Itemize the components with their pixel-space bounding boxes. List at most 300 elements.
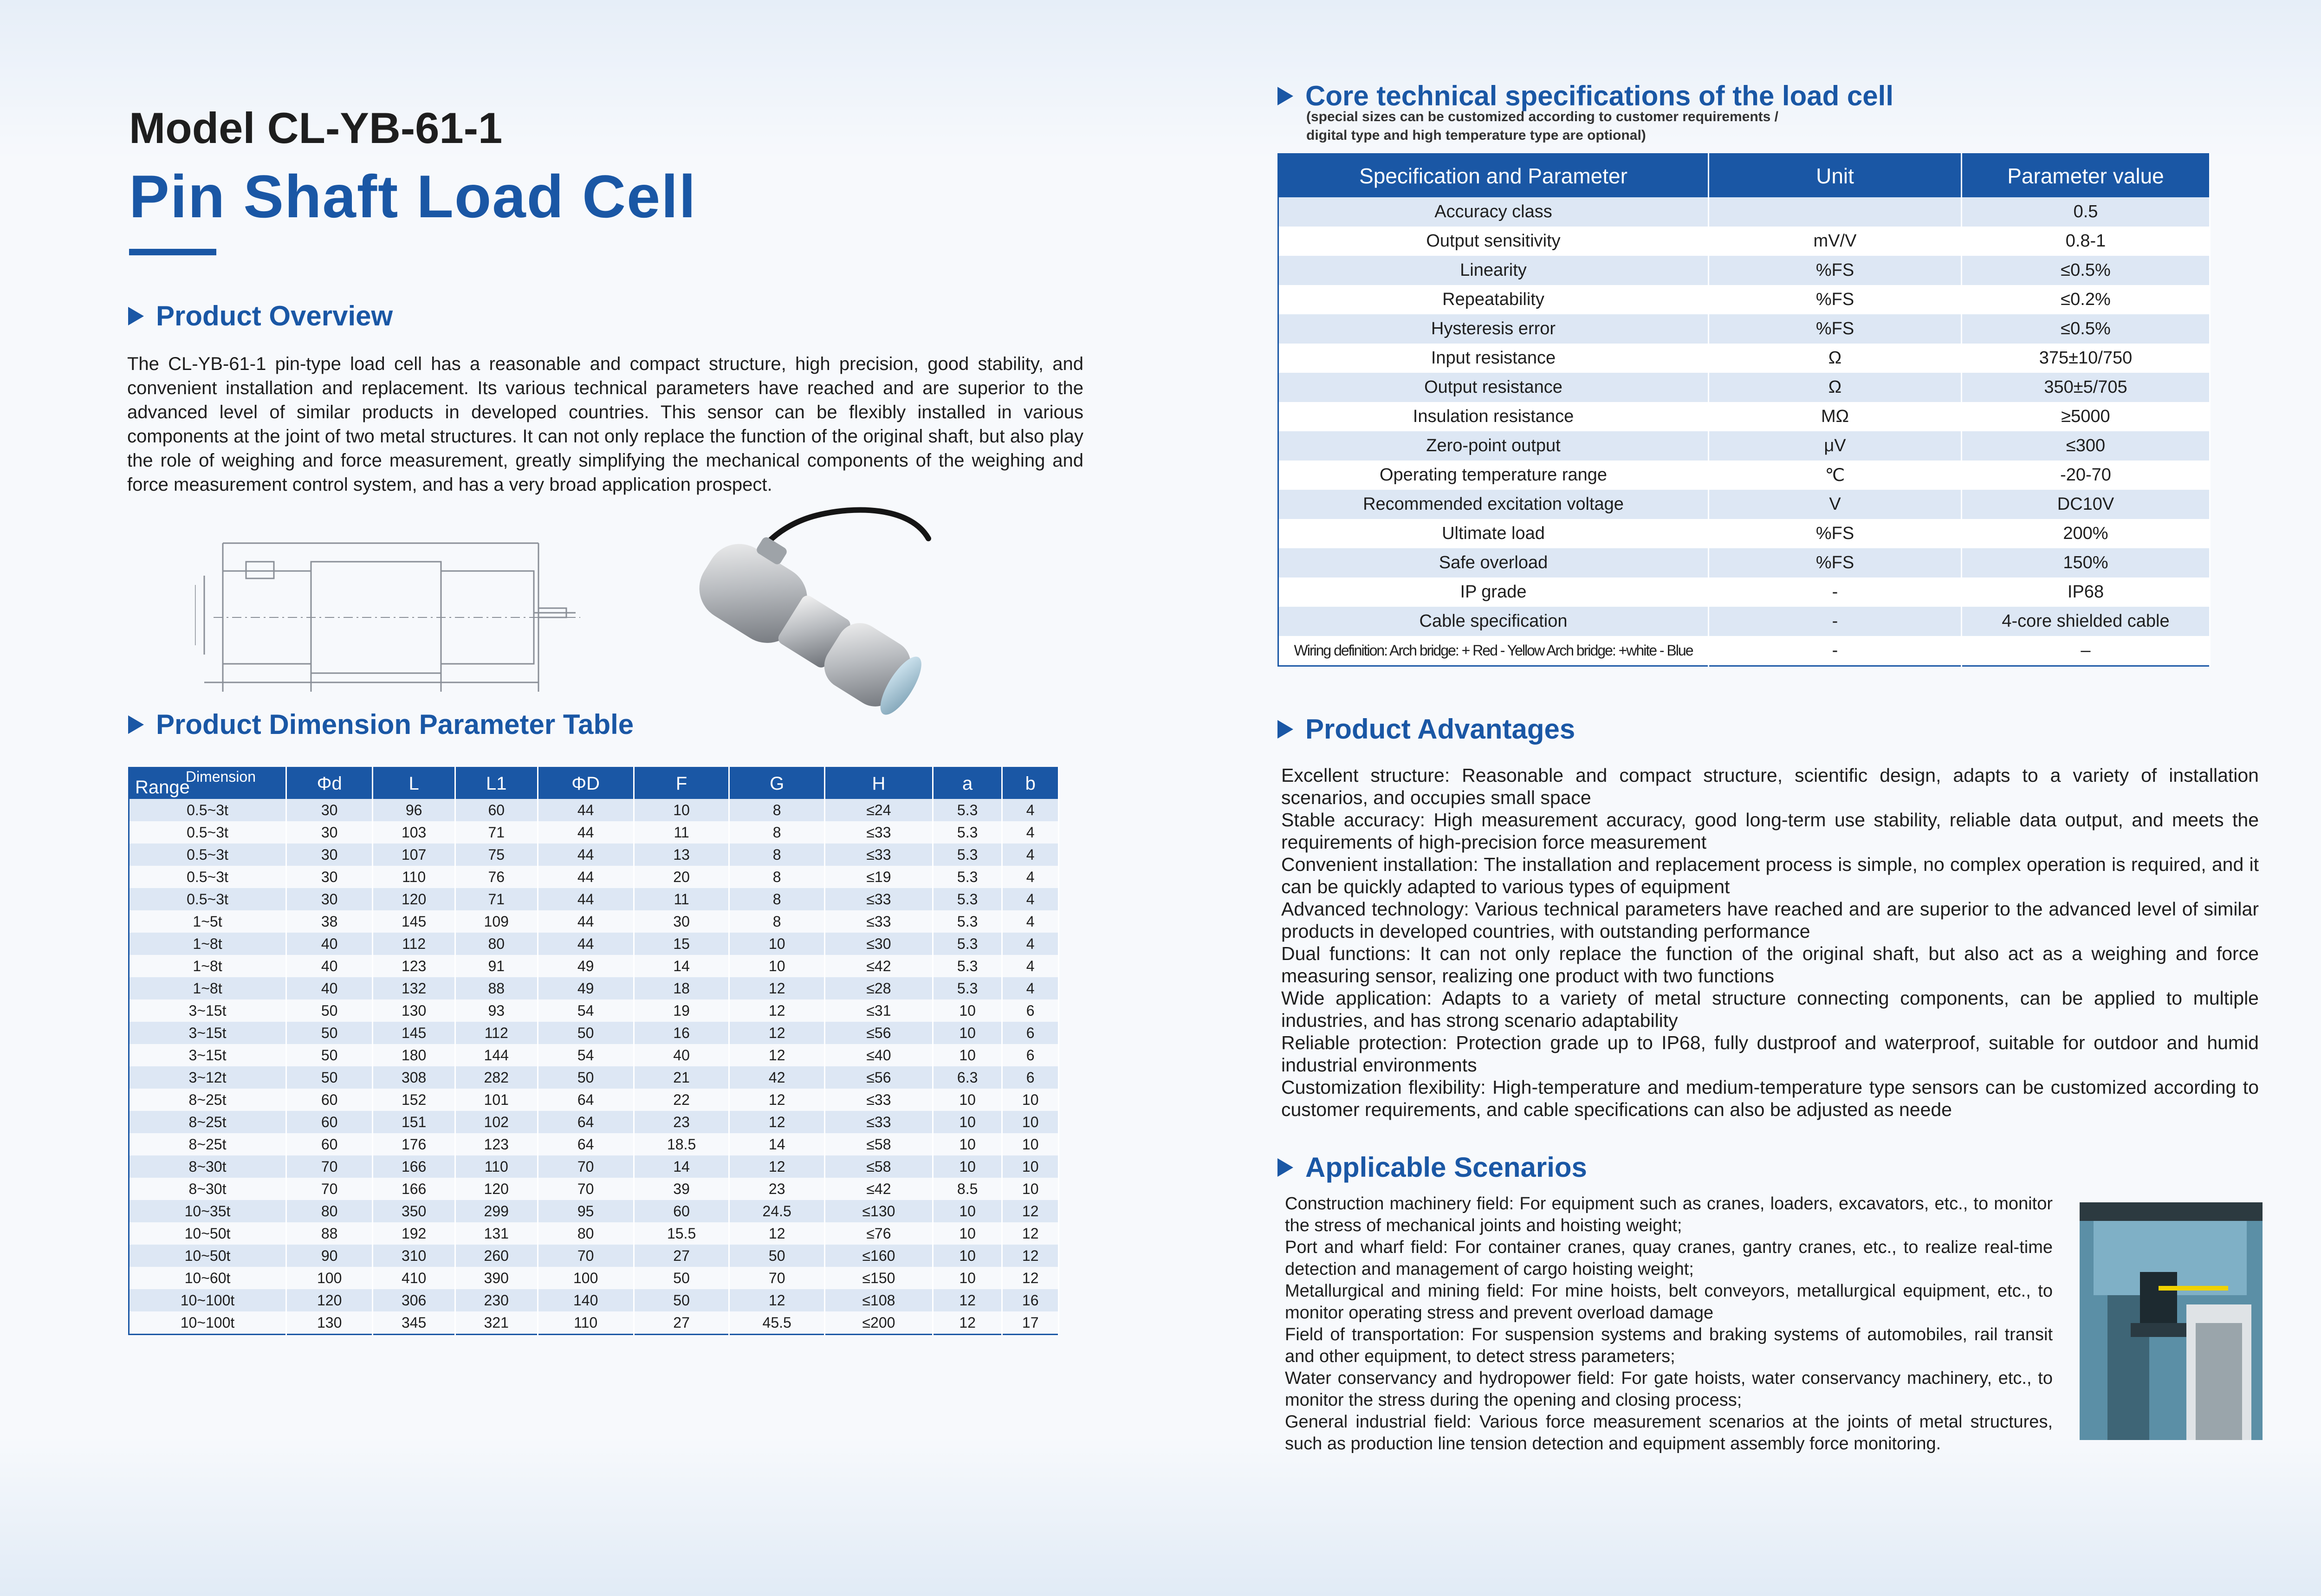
table-row — [129, 1044, 1059, 1066]
table-cell: ≤0.2% — [1962, 285, 2210, 314]
table-cell: 44 — [538, 843, 634, 866]
table-cell: 49 — [538, 955, 634, 977]
table-cell: ≤24 — [824, 799, 933, 821]
table-cell: 4 — [1002, 888, 1059, 910]
table-cell: Cable specification — [1278, 607, 1709, 636]
table-cell: ≤42 — [824, 955, 933, 977]
table-cell: – — [1962, 636, 2210, 666]
table-row — [129, 799, 1059, 821]
column-header: a — [933, 768, 1002, 799]
table-cell: 152 — [373, 1089, 455, 1111]
table-cell: Output resistance — [1278, 373, 1709, 402]
list-item: Customization flexibility: High-temperature and medium-temperature type sensors can be customized according to customer requirements, and cable specifications can also be adjusted as neede — [1281, 1077, 2259, 1120]
overview-heading-text: Product Overview — [156, 300, 393, 331]
table-cell: 10 — [933, 1267, 1002, 1289]
table-cell: 50 — [286, 1066, 373, 1089]
table-row — [129, 910, 1059, 933]
table-cell: ≤58 — [824, 1133, 933, 1155]
table-cell: 10 — [933, 1222, 1002, 1245]
table-cell: 10 — [1002, 1155, 1059, 1178]
table-row — [129, 933, 1059, 955]
table-cell: 70 — [729, 1267, 825, 1289]
specs-table — [1277, 153, 2211, 667]
table-cell: 1~8t — [129, 933, 286, 955]
table-cell: 110 — [455, 1155, 538, 1178]
table-cell: 71 — [455, 888, 538, 910]
table-cell: Recommended excitation voltage — [1278, 490, 1709, 519]
table-cell: 18.5 — [634, 1133, 729, 1155]
table-cell: 310 — [373, 1245, 455, 1267]
table-cell: ≤56 — [824, 1022, 933, 1044]
table-cell: 5.3 — [933, 955, 1002, 977]
table-cell: 176 — [373, 1133, 455, 1155]
table-cell: 260 — [455, 1245, 538, 1267]
table-cell: 345 — [373, 1311, 455, 1335]
table-cell: 8.5 — [933, 1178, 1002, 1200]
table-cell: 13 — [634, 843, 729, 866]
table-cell: μV — [1709, 431, 1962, 461]
table-cell: 60 — [455, 799, 538, 821]
table-row — [1278, 314, 2210, 344]
table-row — [1278, 285, 2210, 314]
table-cell: 21 — [634, 1066, 729, 1089]
table-cell: 3~15t — [129, 1022, 286, 1044]
table-cell: 10~100t — [129, 1289, 286, 1311]
table-row — [1278, 636, 2210, 666]
table-cell: ≤160 — [824, 1245, 933, 1267]
list-item: Construction machinery field: For equipment such as cranes, loaders, excavators, etc., to monitor the stress of mechanical joints and hoisting weight; — [1285, 1194, 2053, 1235]
table-cell: 107 — [373, 843, 455, 866]
table-row — [1278, 373, 2210, 402]
table-cell: Repeatability — [1278, 285, 1709, 314]
table-cell: 49 — [538, 977, 634, 999]
table-cell: 166 — [373, 1178, 455, 1200]
page-title: Pin Shaft Load Cell — [129, 162, 697, 230]
table-cell: 50 — [634, 1267, 729, 1289]
overview-heading — [128, 300, 393, 332]
table-cell: 23 — [729, 1178, 825, 1200]
list-item: Port and wharf field: For container cranes, quay cranes, gantry cranes, etc., to realize real-time detection and management of cargo hoisting weight; — [1285, 1238, 2053, 1279]
table-cell: 11 — [634, 821, 729, 843]
table-row — [129, 977, 1059, 999]
table-cell: ≤0.5% — [1962, 314, 2210, 344]
table-cell: 22 — [634, 1089, 729, 1111]
table-cell: 44 — [538, 799, 634, 821]
table-cell: Operating temperature range — [1278, 461, 1709, 490]
table-cell: 10~60t — [129, 1267, 286, 1289]
list-item: Convenient installation: The installation and replacement process is simple, no complex operation is required, and it can be quickly adapted to various types of equipment — [1281, 854, 2259, 897]
table-cell: 39 — [634, 1178, 729, 1200]
table-cell: 38 — [286, 910, 373, 933]
table-cell: 140 — [538, 1289, 634, 1311]
table-cell: 0.8-1 — [1962, 227, 2210, 256]
table-cell: 50 — [634, 1289, 729, 1311]
table-cell: ≤0.5% — [1962, 256, 2210, 285]
table-cell: 44 — [538, 910, 634, 933]
table-cell: MΩ — [1709, 402, 1962, 431]
table-cell: ≤33 — [824, 1111, 933, 1133]
table-cell: 0.5 — [1962, 197, 2210, 227]
table-cell: ≤130 — [824, 1200, 933, 1222]
table-cell: 4 — [1002, 933, 1059, 955]
table-cell: Accuracy class — [1278, 197, 1709, 227]
list-item: General industrial field: Various force measurement scenarios at the joints of metal structures, such as production line tension detection and equipment assembly force monitoring. — [1285, 1412, 2053, 1453]
table-cell: 64 — [538, 1089, 634, 1111]
table-cell: 1~8t — [129, 977, 286, 999]
table-row — [129, 888, 1059, 910]
specs-header-row — [1278, 154, 2210, 198]
table-cell: 120 — [455, 1178, 538, 1200]
table-cell: 27 — [634, 1311, 729, 1335]
table-cell: 4 — [1002, 910, 1059, 933]
table-cell: 10 — [1002, 1089, 1059, 1111]
scenarios-list — [1285, 1193, 2053, 1455]
table-cell: 144 — [455, 1044, 538, 1066]
triangle-bullet-icon — [1277, 720, 1293, 739]
table-cell: Input resistance — [1278, 344, 1709, 373]
table-row — [1278, 431, 2210, 461]
range-label: Range — [135, 777, 190, 798]
table-cell: ≤76 — [824, 1222, 933, 1245]
table-cell: 306 — [373, 1289, 455, 1311]
table-cell: 11 — [634, 888, 729, 910]
table-cell: DC10V — [1962, 490, 2210, 519]
table-cell: 44 — [538, 888, 634, 910]
table-cell: 5.3 — [933, 977, 1002, 999]
table-cell: 145 — [373, 910, 455, 933]
table-cell: 1~5t — [129, 910, 286, 933]
table-cell: 4 — [1002, 821, 1059, 843]
table-cell: IP grade — [1278, 577, 1709, 607]
table-cell: ≥5000 — [1962, 402, 2210, 431]
table-cell: 100 — [286, 1267, 373, 1289]
table-cell: 12 — [729, 999, 825, 1022]
table-cell: 54 — [538, 1044, 634, 1066]
table-cell: 64 — [538, 1133, 634, 1155]
table-cell: 70 — [286, 1155, 373, 1178]
table-cell: 8 — [729, 843, 825, 866]
list-item: Excellent structure: Reasonable and compact structure, scientific design, adapts to a variety of installation scenarios, and occupies small space — [1281, 765, 2259, 808]
list-item: Reliable protection: Protection grade up to IP68, fully dustproof and waterproof, suitable for outdoor and humid industrial environments — [1281, 1032, 2259, 1076]
load-cell-photo — [668, 497, 966, 738]
table-row — [129, 1222, 1059, 1245]
specs-heading-text: Core technical specifications of the load cell — [1305, 80, 1894, 111]
table-row — [129, 1111, 1059, 1133]
table-row — [129, 1245, 1059, 1267]
table-cell: 10 — [729, 955, 825, 977]
table-cell: 70 — [286, 1178, 373, 1200]
application-photo — [2080, 1202, 2263, 1440]
table-cell: 30 — [634, 910, 729, 933]
table-row — [129, 843, 1059, 866]
table-row — [1278, 344, 2210, 373]
list-item: Water conservancy and hydropower field: For gate hoists, water conservancy machinery, etc., to monitor the stress during the opening and closing process; — [1285, 1369, 2053, 1410]
table-cell: 100 — [538, 1267, 634, 1289]
column-header: G — [729, 768, 825, 799]
table-cell: 10 — [933, 1022, 1002, 1044]
table-cell: Zero-point output — [1278, 431, 1709, 461]
table-cell: 14 — [729, 1133, 825, 1155]
table-cell: 16 — [1002, 1289, 1059, 1311]
table-cell: 44 — [538, 933, 634, 955]
table-cell: 5.3 — [933, 799, 1002, 821]
table-cell: 123 — [455, 1133, 538, 1155]
table-row — [1278, 227, 2210, 256]
table-cell: 10 — [933, 1111, 1002, 1133]
table-row — [1278, 577, 2210, 607]
table-cell: 132 — [373, 977, 455, 999]
table-cell: 12 — [933, 1289, 1002, 1311]
table-cell: 5.3 — [933, 843, 1002, 866]
table-cell: 14 — [634, 1155, 729, 1178]
table-cell: 5.3 — [933, 888, 1002, 910]
table-cell: 30 — [286, 888, 373, 910]
table-cell: ≤30 — [824, 933, 933, 955]
list-item: Metallurgical and mining field: For mine hoists, belt conveyors, metallurgical equipment, etc., to monitor operating stress and prevent overload damage — [1285, 1281, 2053, 1323]
table-cell: Wiring definition: Arch bridge: + Red - Yellow Arch bridge: +white - Blue — [1278, 636, 1709, 666]
table-cell: 27 — [634, 1245, 729, 1267]
table-cell: 308 — [373, 1066, 455, 1089]
table-cell: 50 — [729, 1245, 825, 1267]
table-cell: 299 — [455, 1200, 538, 1222]
table-cell: 50 — [538, 1066, 634, 1089]
table-row — [129, 866, 1059, 888]
table-cell: 4 — [1002, 955, 1059, 977]
table-cell: 109 — [455, 910, 538, 933]
table-cell: 12 — [729, 1111, 825, 1133]
table-row — [129, 1200, 1059, 1222]
column-header: b — [1002, 768, 1059, 799]
table-cell: 10 — [933, 999, 1002, 1022]
table-cell: 12 — [1002, 1200, 1059, 1222]
table-cell: 12 — [729, 1222, 825, 1245]
table-row — [1278, 607, 2210, 636]
table-cell: 166 — [373, 1155, 455, 1178]
table-cell: 88 — [455, 977, 538, 999]
table-cell: ≤150 — [824, 1267, 933, 1289]
scenarios-heading — [1277, 1151, 1587, 1183]
table-cell: 5.3 — [933, 910, 1002, 933]
table-cell: IP68 — [1962, 577, 2210, 607]
table-cell: 350 — [373, 1200, 455, 1222]
table-cell: Linearity — [1278, 256, 1709, 285]
table-cell: 120 — [373, 888, 455, 910]
table-cell: ≤40 — [824, 1044, 933, 1066]
table-cell — [1709, 197, 1962, 227]
table-cell: Ω — [1709, 344, 1962, 373]
table-cell: 10 — [933, 1133, 1002, 1155]
column-header: L — [373, 768, 455, 799]
table-cell: ≤42 — [824, 1178, 933, 1200]
model-number: Model CL-YB-61-1 — [129, 104, 503, 152]
table-cell: 60 — [634, 1200, 729, 1222]
table-cell: 60 — [286, 1133, 373, 1155]
table-row — [1278, 490, 2210, 519]
table-row — [129, 1066, 1059, 1089]
table-cell: 0.5~3t — [129, 843, 286, 866]
table-cell: 60 — [286, 1089, 373, 1111]
table-cell: 20 — [634, 866, 729, 888]
table-cell: 70 — [538, 1245, 634, 1267]
table-cell: 130 — [373, 999, 455, 1022]
specs-table-body — [1278, 197, 2210, 666]
table-cell: 103 — [373, 821, 455, 843]
table-row — [129, 999, 1059, 1022]
table-cell: ≤108 — [824, 1289, 933, 1311]
column-header: H — [824, 768, 933, 799]
table-cell: 10 — [1002, 1133, 1059, 1155]
table-cell: V — [1709, 490, 1962, 519]
table-cell: ≤33 — [824, 910, 933, 933]
table-cell: 15.5 — [634, 1222, 729, 1245]
table-cell: 8~30t — [129, 1178, 286, 1200]
table-cell: 112 — [455, 1022, 538, 1044]
table-cell: 64 — [538, 1111, 634, 1133]
table-cell: 30 — [286, 843, 373, 866]
table-cell: 30 — [286, 799, 373, 821]
table-row — [129, 821, 1059, 843]
table-cell: 101 — [455, 1089, 538, 1111]
specs-note-line: digital type and high temperature type are optional) — [1306, 128, 1646, 143]
table-cell: Insulation resistance — [1278, 402, 1709, 431]
table-row — [129, 1089, 1059, 1111]
table-cell: ℃ — [1709, 461, 1962, 490]
table-cell: 10~50t — [129, 1222, 286, 1245]
table-cell: ≤58 — [824, 1155, 933, 1178]
table-cell: 15 — [634, 933, 729, 955]
column-header: Parameter value — [1962, 154, 2210, 198]
triangle-bullet-icon — [128, 307, 144, 325]
table-cell: 40 — [634, 1044, 729, 1066]
advantages-list — [1281, 764, 2259, 1121]
table-cell: 4-core shielded cable — [1962, 607, 2210, 636]
list-item: Wide application: Adapts to a variety of metal structure connecting components, can be applied to multiple industries, and has strong scenario adaptability — [1281, 987, 2259, 1031]
table-cell: %FS — [1709, 285, 1962, 314]
table-cell: 12 — [729, 1044, 825, 1066]
dimension-table-body — [129, 799, 1059, 1335]
table-cell: 14 — [634, 955, 729, 977]
table-cell: 12 — [933, 1311, 1002, 1335]
column-header: Φd — [286, 768, 373, 799]
table-cell: -20-70 — [1962, 461, 2210, 490]
table-cell: Safe overload — [1278, 548, 1709, 577]
table-cell: ≤33 — [824, 843, 933, 866]
column-header: F — [634, 768, 729, 799]
table-cell: 40 — [286, 933, 373, 955]
table-cell: ≤56 — [824, 1066, 933, 1089]
table-cell: 112 — [373, 933, 455, 955]
table-cell: mV/V — [1709, 227, 1962, 256]
table-cell: %FS — [1709, 256, 1962, 285]
table-cell: 40 — [286, 977, 373, 999]
table-cell: 4 — [1002, 799, 1059, 821]
table-cell: Hysteresis error — [1278, 314, 1709, 344]
table-row — [1278, 256, 2210, 285]
table-cell: 44 — [538, 866, 634, 888]
table-cell: 71 — [455, 821, 538, 843]
table-cell: 180 — [373, 1044, 455, 1066]
table-cell: 282 — [455, 1066, 538, 1089]
table-cell: 10~100t — [129, 1311, 286, 1335]
table-cell: - — [1709, 577, 1962, 607]
table-cell: 12 — [1002, 1267, 1059, 1289]
table-row — [129, 1289, 1059, 1311]
dimension-table — [128, 767, 1059, 1335]
table-cell: 120 — [286, 1289, 373, 1311]
table-cell: 130 — [286, 1311, 373, 1335]
table-cell: 19 — [634, 999, 729, 1022]
table-cell: 110 — [538, 1311, 634, 1335]
table-cell: 70 — [538, 1178, 634, 1200]
table-cell: 321 — [455, 1311, 538, 1335]
table-cell: 80 — [455, 933, 538, 955]
dimension-heading — [128, 708, 634, 740]
table-cell: 5.3 — [933, 821, 1002, 843]
table-row — [1278, 402, 2210, 431]
table-cell: 0.5~3t — [129, 799, 286, 821]
table-cell: 12 — [1002, 1245, 1059, 1267]
table-cell: 10~50t — [129, 1245, 286, 1267]
table-cell: - — [1709, 607, 1962, 636]
table-cell: Ultimate load — [1278, 519, 1709, 548]
table-cell: 10 — [933, 1155, 1002, 1178]
table-row — [1278, 519, 2210, 548]
column-header: Unit — [1709, 154, 1962, 198]
column-header: Specification and Parameter — [1278, 154, 1709, 198]
table-row — [129, 1133, 1059, 1155]
table-cell: 76 — [455, 866, 538, 888]
table-cell: 30 — [286, 866, 373, 888]
table-cell: 50 — [538, 1022, 634, 1044]
table-cell: 4 — [1002, 866, 1059, 888]
list-item: Stable accuracy: High measurement accuracy, good long-term use stability, reliable data output, and meets the requirements of high-precision force measurement — [1281, 809, 2259, 853]
table-cell: 80 — [286, 1200, 373, 1222]
table-cell: 8~25t — [129, 1133, 286, 1155]
table-cell: 70 — [538, 1155, 634, 1178]
table-row — [1278, 548, 2210, 577]
table-cell: ≤28 — [824, 977, 933, 999]
table-cell: 8~30t — [129, 1155, 286, 1178]
table-cell: 10 — [933, 1044, 1002, 1066]
table-cell: 90 — [286, 1245, 373, 1267]
dimension-heading-text: Product Dimension Parameter Table — [156, 709, 634, 740]
table-cell: 4 — [1002, 977, 1059, 999]
table-cell: 40 — [286, 955, 373, 977]
table-cell: 145 — [373, 1022, 455, 1044]
table-cell: 131 — [455, 1222, 538, 1245]
table-cell: 6 — [1002, 999, 1059, 1022]
table-cell: 8 — [729, 799, 825, 821]
table-cell: ≤33 — [824, 1089, 933, 1111]
table-cell: 45.5 — [729, 1311, 825, 1335]
table-cell: ≤31 — [824, 999, 933, 1022]
table-cell: 6 — [1002, 1044, 1059, 1066]
dimension-header-row — [129, 768, 1059, 799]
specs-note — [1306, 108, 1956, 145]
table-cell: 16 — [634, 1022, 729, 1044]
table-cell: 102 — [455, 1111, 538, 1133]
table-row — [129, 955, 1059, 977]
table-cell: %FS — [1709, 548, 1962, 577]
column-header: ΦD — [538, 768, 634, 799]
table-cell: 110 — [373, 866, 455, 888]
table-cell: - — [1709, 636, 1962, 666]
triangle-bullet-icon — [128, 715, 144, 734]
table-cell: 80 — [538, 1222, 634, 1245]
table-cell: ≤300 — [1962, 431, 2210, 461]
table-cell: ≤33 — [824, 821, 933, 843]
table-cell: 10 — [933, 1200, 1002, 1222]
